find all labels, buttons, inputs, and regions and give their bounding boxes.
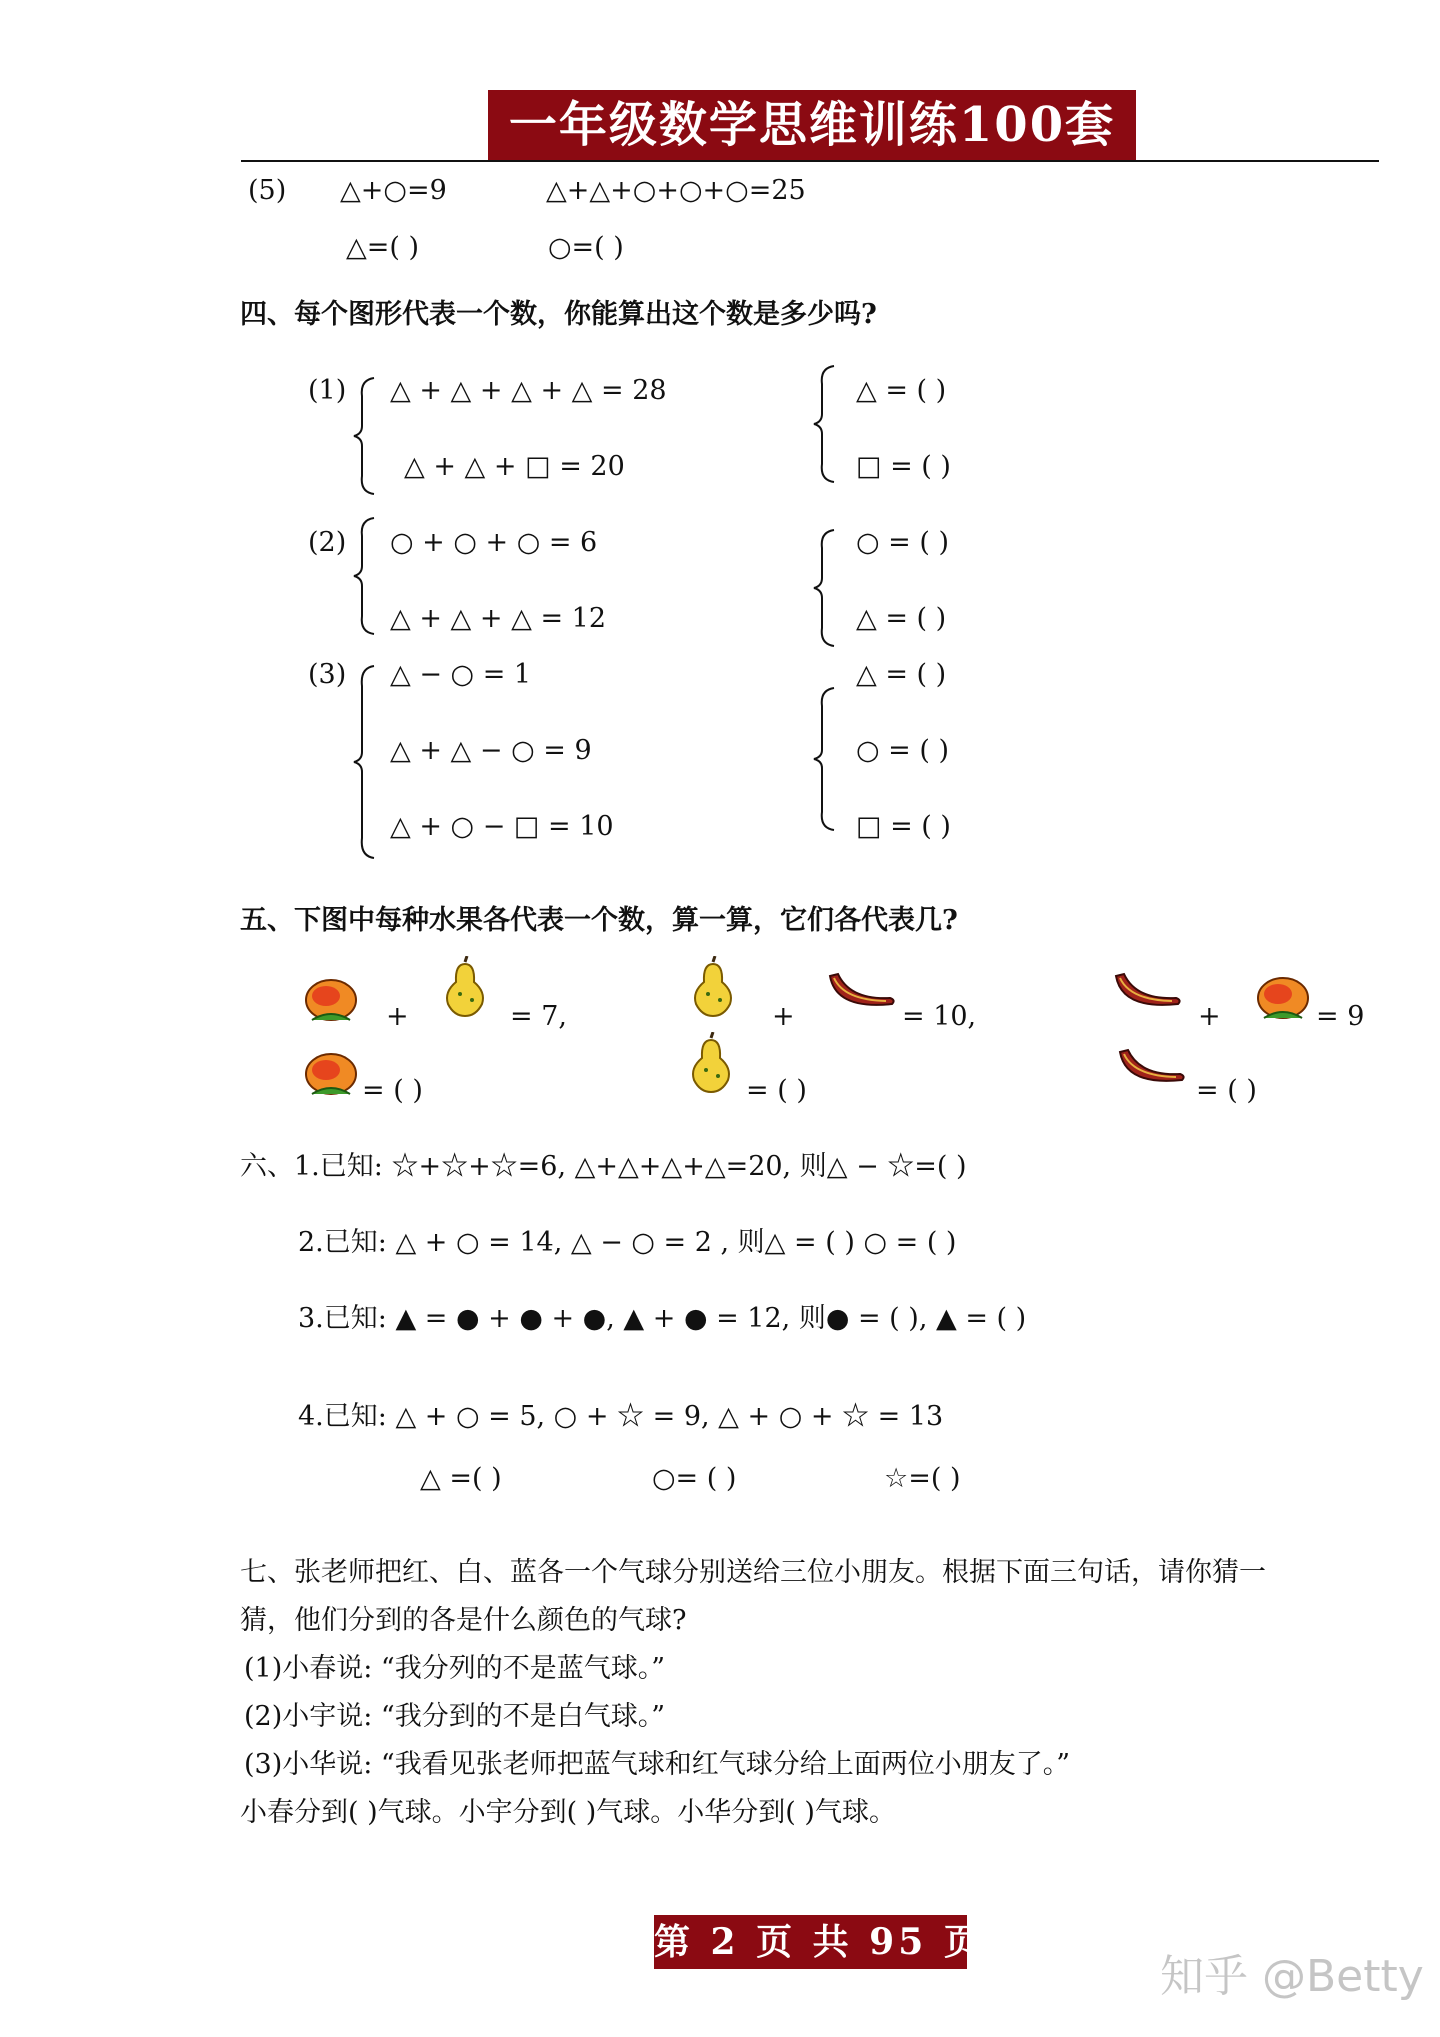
q5-label: (5) bbox=[248, 175, 287, 206]
s4-p1-label: (1) bbox=[308, 375, 347, 406]
pear-icon bbox=[440, 956, 490, 1018]
peach-icon bbox=[1252, 966, 1314, 1022]
s4-p3-equation-2: △ + △ − ○ = 9 bbox=[390, 735, 592, 766]
section-6-line-4: 4.已知: △ + ○ = 5, ○ + ☆ = 9, △ + ○ + ☆ = 13 bbox=[298, 1401, 944, 1432]
s4-p2-label: (2) bbox=[308, 527, 347, 558]
section-7-line-6: 小春分到( )气球。小宇分到( )气球。小华分到( )气球。 bbox=[240, 1797, 896, 1828]
plus-sign: + bbox=[772, 1001, 795, 1032]
right-side-brace bbox=[812, 364, 838, 484]
left-brace bbox=[352, 376, 378, 496]
banana-icon bbox=[1116, 1046, 1188, 1094]
right-side-brace bbox=[812, 528, 838, 648]
peach-answer: = ( ) bbox=[362, 1075, 423, 1106]
q5-equation-2: △+△+○+○+○=25 bbox=[546, 175, 806, 206]
s4-p2-equation-2: △ + △ + △ = 12 bbox=[390, 603, 607, 634]
s4-p3-equation-1: △ − ○ = 1 bbox=[390, 659, 532, 690]
s4-p2-answer-2: △ = ( ) bbox=[856, 603, 947, 634]
fruit-eq1-result: = 7, bbox=[510, 1001, 567, 1032]
q5-answer-triangle: △=( ) bbox=[346, 232, 420, 263]
s4-p3-answer-3: □ = ( ) bbox=[856, 811, 951, 842]
s6-q4-answer-circle: ○= ( ) bbox=[652, 1463, 737, 1494]
s6-q4-answer-triangle: △ =( ) bbox=[420, 1463, 502, 1494]
pear-icon bbox=[688, 956, 738, 1018]
s4-p2-answer-1: ○ = ( ) bbox=[856, 527, 949, 558]
fruit-eq3-result: = 9 bbox=[1316, 1001, 1365, 1032]
left-brace bbox=[352, 516, 378, 636]
pear-answer: = ( ) bbox=[746, 1075, 807, 1106]
banana-icon bbox=[1112, 970, 1184, 1018]
s6-q4-answer-star: ☆=( ) bbox=[884, 1463, 961, 1494]
section-7-line-3: (1)小春说: “我分列的不是蓝气球。” bbox=[244, 1653, 666, 1684]
s4-p1-equation-2: △ + △ + □ = 20 bbox=[404, 451, 625, 482]
q5-answer-circle: ○=( ) bbox=[548, 232, 624, 263]
watermark: 知乎 @Betty bbox=[1160, 1951, 1424, 2002]
page-number: 第 2 页 共 95 页 bbox=[654, 1915, 967, 1969]
s4-p1-answer-1: △ = ( ) bbox=[856, 375, 947, 406]
header-divider bbox=[241, 160, 1379, 162]
s4-p3-answer-2: ○ = ( ) bbox=[856, 735, 949, 766]
pear-icon bbox=[686, 1032, 736, 1094]
section-4-title: 四、每个图形代表一个数，你能算出这个数是多少吗? bbox=[240, 299, 877, 330]
section-7-line-5: (3)小华说: “我看见张老师把蓝气球和红气球分给上面两位小朋友了。” bbox=[244, 1749, 1071, 1780]
plus-sign: + bbox=[386, 1001, 409, 1032]
peach-icon bbox=[300, 1042, 362, 1098]
section-7-line-2: 猜，他们分到的各是什么颜色的气球? bbox=[240, 1605, 687, 1636]
left-brace bbox=[352, 664, 378, 860]
banana-answer: = ( ) bbox=[1196, 1075, 1257, 1106]
fruit-eq2-result: = 10, bbox=[902, 1001, 977, 1032]
banana-icon bbox=[826, 970, 898, 1018]
section-7-line-4: (2)小宇说: “我分到的不是白气球。” bbox=[244, 1701, 666, 1732]
s4-p2-equation-1: ○ + ○ + ○ = 6 bbox=[390, 527, 598, 558]
section-7-line-1: 七、张老师把红、白、蓝各一个气球分别送给三位小朋友。根据下面三句话，请你猜一 bbox=[240, 1557, 1266, 1588]
page-title: 一年级数学思维训练100套 bbox=[488, 90, 1136, 160]
s4-p3-equation-3: △ + ○ − □ = 10 bbox=[390, 811, 614, 842]
section-6-line-2: 2.已知: △ + ○ = 14, △ − ○ = 2 , 则△ = ( ) ○ = ( ) bbox=[298, 1227, 957, 1258]
s4-p3-answer-1: △ = ( ) bbox=[856, 659, 947, 690]
right-side-brace bbox=[812, 686, 838, 832]
plus-sign: + bbox=[1198, 1001, 1221, 1032]
s4-p1-equation-1: △ + △ + △ + △ = 28 bbox=[390, 375, 667, 406]
s4-p3-label: (3) bbox=[308, 659, 347, 690]
section-6-line-1: 六、1.已知: ☆+☆+☆=6, △+△+△+△=20, 则△ − ☆=( ) bbox=[240, 1151, 967, 1182]
q5-equation-1: △+○=9 bbox=[340, 175, 447, 206]
section-5-title: 五、下图中每种水果各代表一个数，算一算，它们各代表几? bbox=[240, 905, 958, 936]
peach-icon bbox=[300, 968, 362, 1024]
section-6-line-3: 3.已知: ▲ = ● + ● + ●, ▲ + ● = 12, 则● = ( ), ▲ = ( ) bbox=[298, 1303, 1027, 1334]
s4-p1-answer-2: □ = ( ) bbox=[856, 451, 951, 482]
